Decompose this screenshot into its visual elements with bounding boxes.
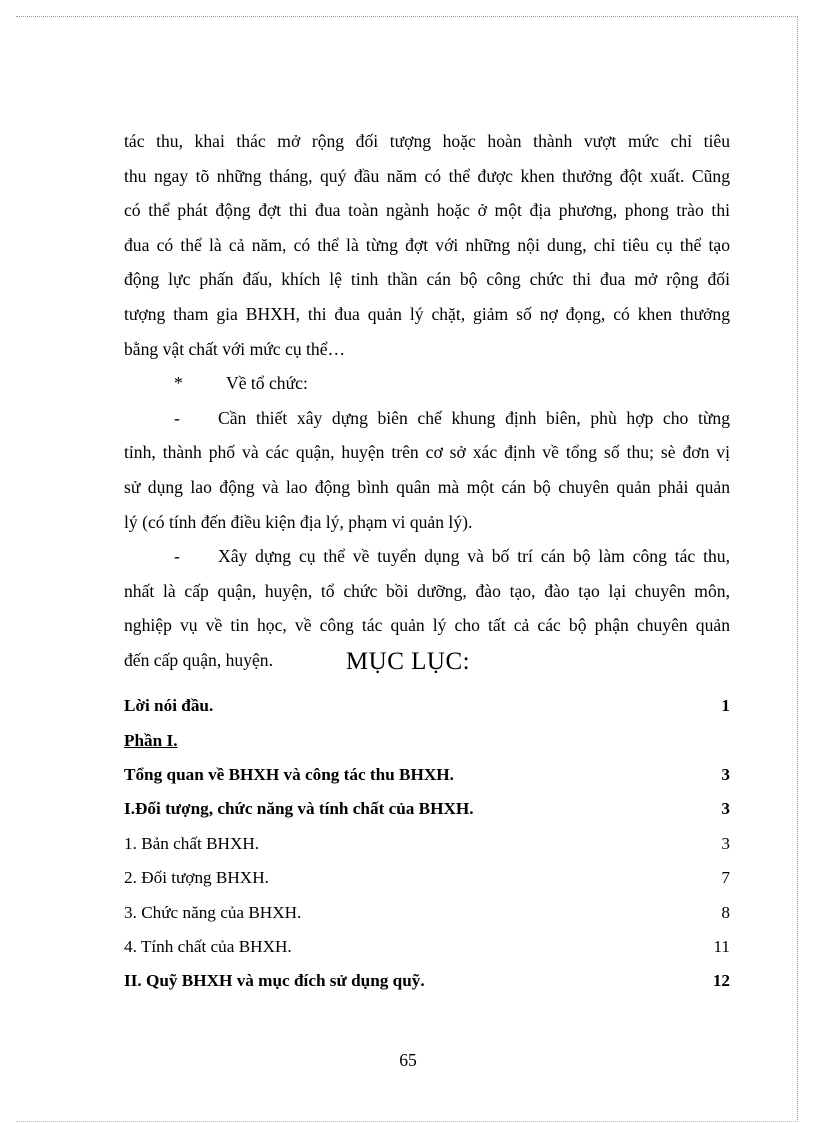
toc-entry-page: 8 bbox=[721, 902, 730, 922]
dash-marker: - bbox=[174, 407, 180, 428]
page-number: 65 bbox=[399, 1050, 417, 1070]
toc-entry[interactable] bbox=[124, 827, 730, 861]
toc-entry[interactable] bbox=[124, 689, 730, 723]
toc-entry-label: 4. Tính chất của BHXH. bbox=[124, 936, 292, 956]
toc-entry-label: 3. Chức năng của BHXH. bbox=[124, 902, 302, 922]
text-line: sử dụng lao động và lao động bình quân mà một cán bộ chuyên quản phải quản bbox=[124, 476, 730, 497]
text-line: bằng vật chất với mức cụ thể… bbox=[124, 338, 346, 359]
toc-entry-page: 3 bbox=[721, 833, 730, 853]
text-line-content: Cần thiết xây dựng biên chế khung định biên, phù hợp cho từng bbox=[218, 407, 730, 428]
section-heading-organization bbox=[124, 366, 730, 401]
text-line: tỉnh, thành phố và các quận, huyện trên cơ sở xác định về tổng số thu; sè đơn vị bbox=[124, 442, 730, 463]
toc-entry[interactable] bbox=[124, 930, 730, 964]
toc-entry-page: 12 bbox=[712, 971, 730, 991]
text-line: tượng tham gia BHXH, thi đua quản lý chặt, giảm số nợ đọng, có khen thưởng bbox=[124, 303, 730, 324]
text-line: đua có thể là cả năm, có thể là từng đợt với những nội dung, chỉ tiêu cụ thể tạo bbox=[124, 234, 730, 255]
toc-title: MỤC LỤC: bbox=[345, 648, 471, 675]
text-line: nghiệp vụ về tin học, về công tác quản lý cho tất cả các bộ phận chuyên quản bbox=[124, 615, 730, 636]
toc-entry-label: II. Quỹ BHXH và mục đích sử dụng quỹ. bbox=[124, 971, 425, 991]
toc-entry-label: Tổng quan về BHXH và công tác thu BHXH. bbox=[124, 764, 454, 784]
dash-marker: - bbox=[174, 546, 180, 567]
star-marker: * bbox=[174, 373, 183, 394]
body-text bbox=[124, 124, 730, 678]
toc-entry[interactable] bbox=[124, 792, 730, 826]
text-line-content: Xây dựng cụ thể về tuyển dụng và bố trí cán bộ làm công tác thu, bbox=[218, 546, 730, 567]
text-line bbox=[124, 539, 730, 574]
text-line: tác thu, khai thác mở rộng đối tượng hoặc hoàn thành vượt mức chỉ tiêu bbox=[124, 131, 730, 151]
toc-entry[interactable] bbox=[124, 861, 730, 895]
paragraph-incentives bbox=[124, 124, 730, 366]
section-heading-text: Về tổ chức: bbox=[226, 373, 308, 394]
text-line: có thể phát động đợt thi đua toàn ngành hoặc ở một địa phương, phong trào thi bbox=[124, 200, 730, 221]
toc-entry[interactable] bbox=[124, 895, 730, 929]
toc-entry[interactable] bbox=[124, 758, 730, 792]
toc-entry-label: 2. Đối tượng BHXH. bbox=[124, 868, 269, 888]
toc-entry-page: 3 bbox=[721, 764, 730, 784]
toc-entry-page: 3 bbox=[721, 799, 730, 819]
toc-entry[interactable] bbox=[124, 723, 730, 757]
toc-entry-page: 1 bbox=[721, 696, 730, 716]
table-of-contents bbox=[124, 689, 730, 999]
toc-entry-page: 7 bbox=[721, 868, 730, 888]
toc-entry-label: Lời nói đầu. bbox=[124, 696, 214, 716]
toc-entry-page: 11 bbox=[713, 936, 730, 956]
text-line: đến cấp quận, huyện. bbox=[124, 649, 274, 670]
toc-entry-label: 1. Bản chất BHXH. bbox=[124, 833, 260, 853]
text-line: nhất là cấp quận, huyện, tổ chức bồi dưỡng, đào tạo, đào tạo lại chuyên môn, bbox=[124, 580, 730, 601]
paragraph-staffing bbox=[124, 401, 730, 539]
toc-entry[interactable] bbox=[124, 964, 730, 998]
text-line: thu ngay tõ những tháng, quý đầu năm có thể được khen thưởng đột xuất. Cũng bbox=[124, 165, 730, 186]
text-line: lý (có tính đến điều kiện địa lý, phạm vi quản lý). bbox=[124, 511, 473, 532]
text-line: động lực phấn đấu, khích lệ tinh thần cán bộ công chức thi đua mở rộng đối bbox=[124, 269, 730, 290]
toc-entry-label: I.Đối tượng, chức năng và tính chất của BHXH. bbox=[124, 799, 474, 819]
text-line bbox=[124, 401, 730, 436]
toc-entry-label: Phần I. bbox=[124, 730, 178, 750]
